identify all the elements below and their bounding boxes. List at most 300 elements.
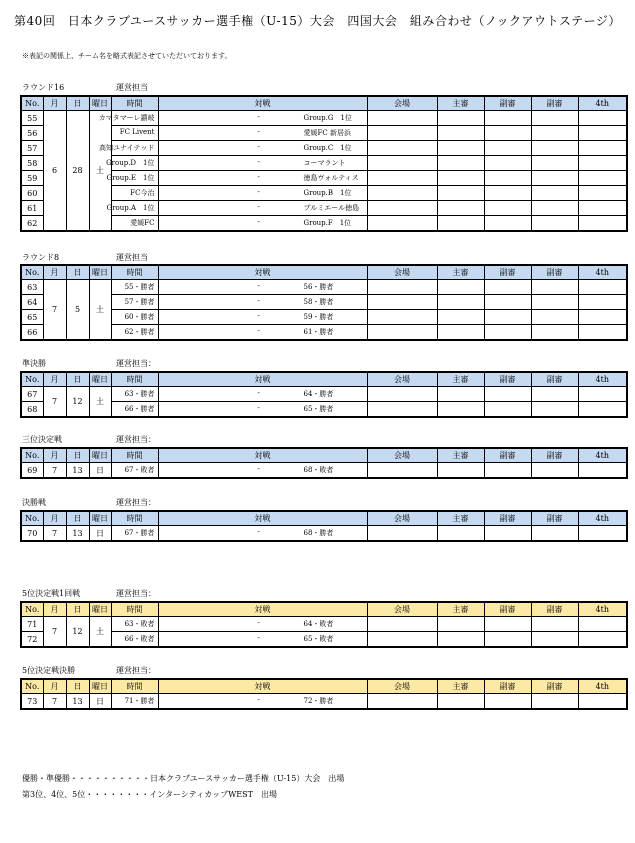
versus-dash: - xyxy=(257,158,260,166)
home-team: FC Livent xyxy=(119,128,155,136)
table-row xyxy=(21,526,627,542)
day-cell: 5 xyxy=(66,280,89,341)
weekday-cell: 土 xyxy=(89,111,111,232)
assistant-referee-cell xyxy=(531,463,578,479)
assistant-referee-cell xyxy=(484,126,531,141)
assistant-referee-cell xyxy=(531,617,578,632)
table-row xyxy=(21,126,627,141)
versus-dash: - xyxy=(257,465,260,473)
venue-cell xyxy=(367,156,437,171)
column-header: 副審 xyxy=(484,265,531,280)
column-header: 時間 xyxy=(111,679,158,694)
column-header: 対戦 xyxy=(158,372,367,387)
match-table xyxy=(20,264,628,341)
section-label xyxy=(22,588,156,599)
referee-cell xyxy=(437,111,484,126)
fourth-official-cell xyxy=(578,171,627,186)
fourth-official-cell xyxy=(578,526,627,542)
matchup-cell xyxy=(124,280,367,295)
assistant-referee-cell xyxy=(484,402,531,418)
matchup-cell xyxy=(124,310,367,325)
match-number: 56 xyxy=(21,126,43,141)
match-number: 70 xyxy=(21,526,43,542)
matchup-cell xyxy=(124,295,367,310)
day-cell: 12 xyxy=(66,617,89,648)
column-header: 対戦 xyxy=(158,96,367,111)
referee-cell xyxy=(437,526,484,542)
referee-cell xyxy=(437,617,484,632)
match-table xyxy=(20,510,628,542)
assistant-referee-cell xyxy=(531,111,578,126)
month-cell: 7 xyxy=(43,387,66,418)
assistant-referee-cell xyxy=(484,295,531,310)
column-header: 会場 xyxy=(367,511,437,526)
column-header: 時間 xyxy=(111,372,158,387)
section-operator: 運営担当： xyxy=(116,666,156,675)
away-team: 68・敗者 xyxy=(303,466,334,474)
match-table xyxy=(20,447,628,479)
fourth-official-cell xyxy=(578,617,627,632)
away-team: コーマラント xyxy=(303,159,346,167)
table-row xyxy=(21,186,627,201)
column-header: 曜日 xyxy=(89,372,111,387)
matchup-cell xyxy=(124,632,367,648)
section-operator: 運営担当 xyxy=(116,83,148,92)
assistant-referee-cell xyxy=(531,171,578,186)
assistant-referee-cell xyxy=(531,325,578,341)
referee-cell xyxy=(437,126,484,141)
match-number: 64 xyxy=(21,295,43,310)
column-header: 対戦 xyxy=(158,265,367,280)
home-team: 66・敗者 xyxy=(124,635,155,643)
section-operator: 運営担当 xyxy=(116,253,148,262)
assistant-referee-cell xyxy=(531,295,578,310)
match-number: 71 xyxy=(21,617,43,632)
away-team: 65・勝者 xyxy=(303,405,334,413)
table-row xyxy=(21,156,627,171)
fourth-official-cell xyxy=(578,280,627,295)
match-number: 58 xyxy=(21,156,43,171)
fourth-official-cell xyxy=(578,186,627,201)
venue-cell xyxy=(367,387,437,402)
section-name: ラウンド8 xyxy=(22,253,60,262)
column-header: 日 xyxy=(66,96,89,111)
column-header: 副審 xyxy=(531,448,578,463)
venue-cell xyxy=(367,632,437,648)
day-cell: 13 xyxy=(66,694,89,710)
month-cell: 7 xyxy=(43,694,66,710)
away-team: Group.B 1位 xyxy=(303,189,352,197)
venue-cell xyxy=(367,111,437,126)
away-team: 72・勝者 xyxy=(303,697,334,705)
referee-cell xyxy=(437,387,484,402)
home-team: Group.D 1位 xyxy=(106,159,155,167)
column-header: 4th xyxy=(578,679,627,694)
table-row xyxy=(21,201,627,216)
fourth-official-cell xyxy=(578,126,627,141)
versus-dash: - xyxy=(257,619,260,627)
column-header: 曜日 xyxy=(89,448,111,463)
section-label xyxy=(22,252,148,263)
column-header: 副審 xyxy=(531,96,578,111)
home-team: 67・勝者 xyxy=(124,529,155,537)
referee-cell xyxy=(437,201,484,216)
column-header: 4th xyxy=(578,265,627,280)
table-row xyxy=(21,111,627,126)
column-header: 日 xyxy=(66,448,89,463)
assistant-referee-cell xyxy=(484,201,531,216)
assistant-referee-cell xyxy=(484,632,531,648)
versus-dash: - xyxy=(257,128,260,136)
column-header: 4th xyxy=(578,511,627,526)
matchup-cell xyxy=(124,325,367,341)
section-name: 5位決定戦1回戦 xyxy=(22,589,81,598)
fourth-official-cell xyxy=(578,310,627,325)
table-row xyxy=(21,141,627,156)
column-header: 会場 xyxy=(367,96,437,111)
versus-dash: - xyxy=(257,696,260,704)
venue-cell xyxy=(367,280,437,295)
column-header: 時間 xyxy=(111,265,158,280)
column-header: No. xyxy=(21,679,43,694)
match-table xyxy=(20,678,628,710)
month-cell: 7 xyxy=(43,617,66,648)
column-header: 時間 xyxy=(111,511,158,526)
assistant-referee-cell xyxy=(484,694,531,710)
venue-cell xyxy=(367,295,437,310)
venue-cell xyxy=(367,186,437,201)
column-header: No. xyxy=(21,96,43,111)
assistant-referee-cell xyxy=(531,156,578,171)
away-team: 58・勝者 xyxy=(303,298,334,306)
venue-cell xyxy=(367,141,437,156)
column-header: 主審 xyxy=(437,265,484,280)
home-team: 71・勝者 xyxy=(124,697,155,705)
section-label xyxy=(22,434,156,445)
column-header: 主審 xyxy=(437,511,484,526)
column-header: 対戦 xyxy=(158,511,367,526)
section-name: ラウンド16 xyxy=(22,83,65,92)
home-team: Group.E 1位 xyxy=(106,174,155,182)
table-row xyxy=(21,617,627,632)
column-header: 副審 xyxy=(531,511,578,526)
assistant-referee-cell xyxy=(484,171,531,186)
home-team: 66・勝者 xyxy=(124,405,155,413)
header-row xyxy=(21,602,627,617)
venue-cell xyxy=(367,402,437,418)
referee-cell xyxy=(437,325,484,341)
column-header: 月 xyxy=(43,372,66,387)
match-table xyxy=(20,601,628,648)
away-team: 59・勝者 xyxy=(303,313,334,321)
column-header: 副審 xyxy=(484,679,531,694)
section-name: 決勝戦 xyxy=(22,498,46,507)
assistant-referee-cell xyxy=(531,186,578,201)
section-operator: 運営担当： xyxy=(116,359,156,368)
column-header: 月 xyxy=(43,602,66,617)
venue-cell xyxy=(367,463,437,479)
section-operator: 運営担当： xyxy=(116,589,156,598)
table-row xyxy=(21,387,627,402)
column-header: No. xyxy=(21,372,43,387)
referee-cell xyxy=(437,216,484,232)
home-team: 62・勝者 xyxy=(124,328,155,336)
home-team: 57・勝者 xyxy=(124,298,155,306)
column-header: 会場 xyxy=(367,372,437,387)
fourth-official-cell xyxy=(578,156,627,171)
match-number: 61 xyxy=(21,201,43,216)
table-row xyxy=(21,171,627,186)
away-team: Group.G 1位 xyxy=(303,114,352,122)
matchup-cell xyxy=(124,402,367,418)
fourth-official-cell xyxy=(578,295,627,310)
header-row xyxy=(21,265,627,280)
assistant-referee-cell xyxy=(484,111,531,126)
referee-cell xyxy=(437,463,484,479)
home-team: 60・勝者 xyxy=(124,313,155,321)
table-row xyxy=(21,402,627,418)
column-header: 曜日 xyxy=(89,96,111,111)
referee-cell xyxy=(437,156,484,171)
home-team: 55・勝者 xyxy=(124,283,155,291)
section-name: 5位決定戦決勝 xyxy=(22,666,76,675)
match-number: 59 xyxy=(21,171,43,186)
table-row xyxy=(21,463,627,479)
matchup-cell xyxy=(98,141,367,156)
versus-dash: - xyxy=(257,282,260,290)
assistant-referee-cell xyxy=(484,526,531,542)
versus-dash: - xyxy=(257,404,260,412)
column-header: 副審 xyxy=(531,602,578,617)
day-cell: 13 xyxy=(66,463,89,479)
assistant-referee-cell xyxy=(484,617,531,632)
column-header: No. xyxy=(21,448,43,463)
section-label xyxy=(22,82,148,93)
away-team: ブルミエール徳島 xyxy=(303,204,360,212)
match-number: 68 xyxy=(21,402,43,418)
column-header: 主審 xyxy=(437,679,484,694)
column-header: 副審 xyxy=(484,372,531,387)
versus-dash: - xyxy=(257,297,260,305)
fourth-official-cell xyxy=(578,216,627,232)
matchup-cell xyxy=(106,201,367,216)
assistant-referee-cell xyxy=(531,694,578,710)
table-row xyxy=(21,325,627,341)
section-label xyxy=(22,665,156,676)
table-row xyxy=(21,310,627,325)
match-number: 67 xyxy=(21,387,43,402)
column-header: No. xyxy=(21,511,43,526)
referee-cell xyxy=(437,402,484,418)
table-row xyxy=(21,632,627,648)
away-team: 65・敗者 xyxy=(303,635,334,643)
column-header: 4th xyxy=(578,372,627,387)
venue-cell xyxy=(367,694,437,710)
away-team: 64・敗者 xyxy=(303,620,334,628)
matchup-cell xyxy=(124,526,367,542)
column-header: 主審 xyxy=(437,602,484,617)
away-team: Group.F 1位 xyxy=(303,219,352,227)
referee-cell xyxy=(437,632,484,648)
match-number: 65 xyxy=(21,310,43,325)
fourth-official-cell xyxy=(578,694,627,710)
weekday-cell: 日 xyxy=(89,694,111,710)
assistant-referee-cell xyxy=(484,463,531,479)
weekday-cell: 土 xyxy=(89,387,111,418)
match-number: 66 xyxy=(21,325,43,341)
assistant-referee-cell xyxy=(484,186,531,201)
column-header: 会場 xyxy=(367,265,437,280)
away-team: 68・勝者 xyxy=(303,529,334,537)
venue-cell xyxy=(367,126,437,141)
column-header: 時間 xyxy=(111,602,158,617)
column-header: 会場 xyxy=(367,448,437,463)
month-cell: 7 xyxy=(43,526,66,542)
day-cell: 13 xyxy=(66,526,89,542)
section-label xyxy=(22,497,156,508)
assistant-referee-cell xyxy=(531,387,578,402)
weekday-cell: 日 xyxy=(89,526,111,542)
fourth-official-cell xyxy=(578,201,627,216)
assistant-referee-cell xyxy=(531,141,578,156)
month-cell: 7 xyxy=(43,280,66,341)
matchup-cell xyxy=(98,111,367,126)
home-team: 67・敗者 xyxy=(124,466,155,474)
column-header: 曜日 xyxy=(89,265,111,280)
section-operator: 運営担当： xyxy=(116,435,156,444)
table-row xyxy=(21,216,627,232)
fourth-official-cell xyxy=(578,141,627,156)
column-header: 副審 xyxy=(484,96,531,111)
footer-line-2: 第3位、4位、5位・・・・・・・・インターシティカップWEST 出場 xyxy=(22,790,277,799)
venue-cell xyxy=(367,617,437,632)
column-header: 時間 xyxy=(111,448,158,463)
column-header: 副審 xyxy=(531,372,578,387)
weekday-cell: 日 xyxy=(89,463,111,479)
assistant-referee-cell xyxy=(484,141,531,156)
versus-dash: - xyxy=(257,389,260,397)
table-row xyxy=(21,280,627,295)
column-header: 曜日 xyxy=(89,511,111,526)
column-header: 曜日 xyxy=(89,602,111,617)
column-header: 4th xyxy=(578,602,627,617)
assistant-referee-cell xyxy=(531,526,578,542)
column-header: 副審 xyxy=(484,511,531,526)
header-row xyxy=(21,679,627,694)
table-row xyxy=(21,694,627,710)
header-row xyxy=(21,511,627,526)
referee-cell xyxy=(437,280,484,295)
column-header: 月 xyxy=(43,679,66,694)
venue-cell xyxy=(367,171,437,186)
away-team: 56・勝者 xyxy=(303,283,334,291)
referee-cell xyxy=(437,141,484,156)
home-team: Group.A 1位 xyxy=(106,204,155,212)
versus-dash: - xyxy=(257,634,260,642)
column-header: 月 xyxy=(43,448,66,463)
matchup-cell xyxy=(130,186,367,201)
column-header: 日 xyxy=(66,372,89,387)
month-cell: 7 xyxy=(43,463,66,479)
day-cell: 28 xyxy=(66,111,89,232)
column-header: 対戦 xyxy=(158,602,367,617)
column-header: 会場 xyxy=(367,602,437,617)
fourth-official-cell xyxy=(578,463,627,479)
assistant-referee-cell xyxy=(531,402,578,418)
column-header: No. xyxy=(21,602,43,617)
matchup-cell xyxy=(106,171,367,186)
column-header: 日 xyxy=(66,602,89,617)
venue-cell xyxy=(367,216,437,232)
fourth-official-cell xyxy=(578,387,627,402)
versus-dash: - xyxy=(257,113,260,121)
assistant-referee-cell xyxy=(484,280,531,295)
section-name: 三位決定戦 xyxy=(22,435,62,444)
assistant-referee-cell xyxy=(531,201,578,216)
assistant-referee-cell xyxy=(484,325,531,341)
home-team: カマタマーレ讃岐 xyxy=(98,114,155,122)
matchup-cell xyxy=(124,617,367,632)
match-number: 60 xyxy=(21,186,43,201)
versus-dash: - xyxy=(257,188,260,196)
column-header: 対戦 xyxy=(158,448,367,463)
referee-cell xyxy=(437,186,484,201)
column-header: 主審 xyxy=(437,96,484,111)
venue-cell xyxy=(367,310,437,325)
column-header: 月 xyxy=(43,96,66,111)
versus-dash: - xyxy=(257,528,260,536)
versus-dash: - xyxy=(257,203,260,211)
column-header: 主審 xyxy=(437,448,484,463)
home-team: 63・勝者 xyxy=(124,390,155,398)
referee-cell xyxy=(437,295,484,310)
matchup-cell xyxy=(124,463,367,479)
column-header: 副審 xyxy=(484,602,531,617)
column-header: 副審 xyxy=(531,679,578,694)
day-cell: 12 xyxy=(66,387,89,418)
match-table xyxy=(20,371,628,418)
header-row xyxy=(21,96,627,111)
venue-cell xyxy=(367,201,437,216)
column-header: 月 xyxy=(43,511,66,526)
abbreviation-note: ※表記の関係上、チーム名を略式表記させていただいております。 xyxy=(22,52,232,60)
versus-dash: - xyxy=(257,143,260,151)
section-operator: 運営担当： xyxy=(116,498,156,507)
assistant-referee-cell xyxy=(484,216,531,232)
venue-cell xyxy=(367,526,437,542)
matchup-cell xyxy=(124,694,367,710)
header-row xyxy=(21,372,627,387)
assistant-referee-cell xyxy=(484,156,531,171)
column-header: 対戦 xyxy=(158,679,367,694)
column-header: 曜日 xyxy=(89,679,111,694)
versus-dash: - xyxy=(257,312,260,320)
away-team: 61・勝者 xyxy=(303,328,334,336)
assistant-referee-cell xyxy=(531,280,578,295)
matchup-cell xyxy=(124,387,367,402)
assistant-referee-cell xyxy=(531,632,578,648)
page-title: 第40回 日本クラブユースサッカー選手権（U-15）大会 四国大会 組み合わせ（ノックアウトステージ） xyxy=(14,14,621,28)
versus-dash: - xyxy=(257,218,260,226)
matchup-cell xyxy=(106,156,367,171)
home-team: 63・敗者 xyxy=(124,620,155,628)
matchup-cell xyxy=(119,126,367,141)
assistant-referee-cell xyxy=(531,310,578,325)
match-table xyxy=(20,95,628,232)
column-header: 4th xyxy=(578,448,627,463)
home-team: FC今治 xyxy=(130,189,155,197)
table-row xyxy=(21,295,627,310)
